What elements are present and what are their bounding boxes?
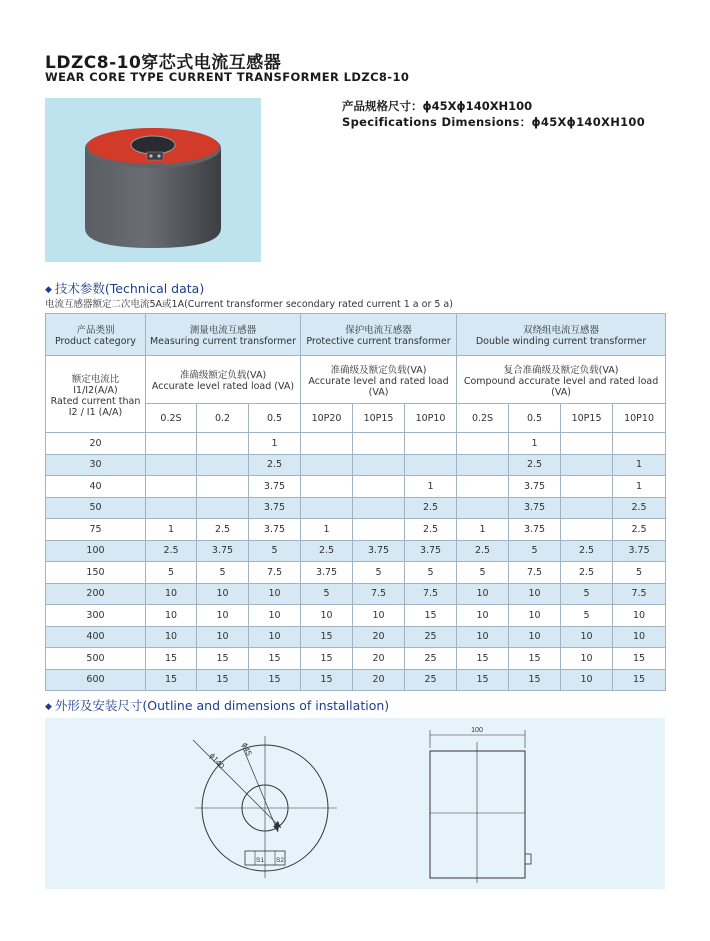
accuracy-class-cell: 0.5 <box>509 404 561 433</box>
load-cell: 10 <box>146 605 197 627</box>
load-cell: 15 <box>249 669 301 691</box>
load-cell <box>457 433 509 455</box>
load-cell: 15 <box>146 648 197 670</box>
load-cell: 20 <box>353 648 405 670</box>
load-cell: 2.5 <box>405 497 457 519</box>
protective-load-en: Accurate level and rated load (VA) <box>308 375 449 398</box>
load-cell: 2.5 <box>509 454 561 476</box>
load-cell: 15 <box>457 648 509 670</box>
terminal-s2-label: S2 <box>276 857 284 864</box>
load-cell: 7.5 <box>613 583 666 605</box>
ratio-cell: 50 <box>46 497 146 519</box>
accuracy-class-cell: 10P10 <box>613 404 666 433</box>
table-row <box>46 497 666 519</box>
load-cell <box>457 476 509 498</box>
load-cell <box>457 497 509 519</box>
load-cell: 15 <box>301 626 353 648</box>
load-cell: 1 <box>405 476 457 498</box>
spec-dimensions-cn: 产品规格尺寸：ϕ45Xϕ140XH100 <box>342 99 533 113</box>
load-cell: 2.5 <box>561 562 613 584</box>
product-photo <box>45 98 261 262</box>
load-cell: 5 <box>561 605 613 627</box>
outline-heading-text: 外形及安装尺寸(Outline and dimensions of installation) <box>54 698 390 713</box>
load-cell <box>146 497 197 519</box>
category-label-cn: 产品类别 <box>76 325 115 336</box>
protective-header <box>301 314 457 356</box>
load-cell: 3.75 <box>249 519 301 541</box>
load-cell: 3.75 <box>301 562 353 584</box>
load-cell <box>405 454 457 476</box>
load-cell: 2.5 <box>613 519 666 541</box>
load-cell <box>353 519 405 541</box>
compound-load-header <box>457 356 666 404</box>
load-cell <box>146 454 197 476</box>
load-cell: 2.5 <box>249 454 301 476</box>
protective-label-cn: 保护电流互感器 <box>345 325 412 336</box>
inner-diameter-label: ϕ45 <box>240 741 254 758</box>
table-row <box>46 605 666 627</box>
load-cell <box>146 476 197 498</box>
load-cell: 5 <box>405 562 457 584</box>
compound-load-en: Compound accurate level and rated load (VA) <box>463 375 659 398</box>
ratio-cell: 600 <box>46 669 146 691</box>
ratio-cell: 100 <box>46 540 146 562</box>
load-cell: 10 <box>249 605 301 627</box>
load-cell: 2.5 <box>146 540 197 562</box>
accuracy-class-cell: 10P15 <box>561 404 613 433</box>
load-cell: 7.5 <box>353 583 405 605</box>
load-cell <box>197 476 249 498</box>
table-row <box>46 562 666 584</box>
load-cell: 25 <box>405 669 457 691</box>
load-cell: 10 <box>249 626 301 648</box>
technical-data-table <box>45 313 666 691</box>
technical-note: 电流互感器额定二次电流5A或1A(Current transformer secondary rated current 1 a or 5 a) <box>45 299 453 310</box>
load-cell: 15 <box>301 648 353 670</box>
load-cell: 1 <box>613 454 666 476</box>
load-cell: 25 <box>405 626 457 648</box>
accuracy-class-cell: 0.2S <box>146 404 197 433</box>
load-cell: 15 <box>613 669 666 691</box>
ratio-label-en: Rated current than <box>50 395 141 407</box>
double-label-en: Double winding current transformer <box>475 336 647 347</box>
load-cell: 10 <box>249 583 301 605</box>
load-cell: 5 <box>301 583 353 605</box>
load-cell: 15 <box>509 648 561 670</box>
load-cell: 25 <box>405 648 457 670</box>
ratio-cell: 500 <box>46 648 146 670</box>
load-cell: 10 <box>613 626 666 648</box>
double-winding-header <box>457 314 666 356</box>
load-cell: 1 <box>146 519 197 541</box>
ratio-cell: 30 <box>46 454 146 476</box>
accurate-load-en: Accurate level rated load (VA) <box>151 381 295 392</box>
protective-label-en: Protective current transformer <box>306 336 451 347</box>
load-cell: 5 <box>509 540 561 562</box>
load-cell: 5 <box>561 583 613 605</box>
load-cell <box>457 454 509 476</box>
load-cell <box>301 433 353 455</box>
page-subtitle: WEAR CORE TYPE CURRENT TRANSFORMER LDZC8-10 <box>45 70 410 84</box>
outline-heading <box>45 696 389 714</box>
load-cell <box>561 497 613 519</box>
load-cell <box>353 497 405 519</box>
load-cell: 2.5 <box>457 540 509 562</box>
table-row <box>46 648 666 670</box>
load-cell <box>405 433 457 455</box>
table-header-row <box>46 314 666 356</box>
load-cell <box>146 433 197 455</box>
table-subheader-row <box>46 356 666 404</box>
table-row <box>46 519 666 541</box>
side-view <box>430 730 531 883</box>
load-cell: 5 <box>613 562 666 584</box>
load-cell: 10 <box>457 605 509 627</box>
load-cell <box>301 497 353 519</box>
load-cell: 10 <box>197 626 249 648</box>
load-cell: 5 <box>353 562 405 584</box>
ratio-cell: 40 <box>46 476 146 498</box>
ratio-cell: 20 <box>46 433 146 455</box>
double-label-cn: 双绕组电流互感器 <box>523 325 600 336</box>
terminal-s1-label: S1 <box>256 857 264 864</box>
ratio-cell: 200 <box>46 583 146 605</box>
load-cell: 3.75 <box>509 476 561 498</box>
load-cell: 1 <box>613 476 666 498</box>
load-cell: 3.75 <box>509 519 561 541</box>
load-cell <box>197 454 249 476</box>
load-cell: 2.5 <box>197 519 249 541</box>
load-cell <box>561 519 613 541</box>
load-cell: 2.5 <box>613 497 666 519</box>
load-cell <box>613 433 666 455</box>
bullet-icon: ◆ <box>45 702 52 712</box>
load-cell: 10 <box>457 626 509 648</box>
outline-drawing <box>45 718 665 889</box>
table-row <box>46 583 666 605</box>
accuracy-class-cell: 0.2 <box>197 404 249 433</box>
table-row <box>46 669 666 691</box>
load-cell: 10 <box>146 626 197 648</box>
protective-load-cn: 准确级及额定负载(VA) <box>330 364 427 376</box>
category-label-en: Product category <box>54 336 137 347</box>
load-cell: 20 <box>353 626 405 648</box>
load-cell: 20 <box>353 669 405 691</box>
load-cell: 5 <box>249 540 301 562</box>
load-cell: 15 <box>509 669 561 691</box>
load-cell: 15 <box>457 669 509 691</box>
load-cell: 15 <box>613 648 666 670</box>
accuracy-class-cell: 10P10 <box>405 404 457 433</box>
table-row <box>46 454 666 476</box>
bullet-icon: ◆ <box>45 285 52 295</box>
load-cell <box>197 497 249 519</box>
load-cell <box>353 433 405 455</box>
load-cell: 15 <box>197 648 249 670</box>
outer-diameter-label: ϕ140 <box>207 751 227 771</box>
load-cell: 10 <box>146 583 197 605</box>
ratio-label-en2: I2 / I1 (A/A) <box>68 406 123 418</box>
load-cell: 10 <box>561 648 613 670</box>
load-cell: 1 <box>509 433 561 455</box>
load-cell: 10 <box>197 605 249 627</box>
load-cell: 15 <box>197 669 249 691</box>
load-cell: 7.5 <box>249 562 301 584</box>
load-cell <box>353 454 405 476</box>
load-cell: 10 <box>457 583 509 605</box>
ratio-unit: I1/I2(A/A) <box>73 384 118 396</box>
load-cell: 10 <box>509 626 561 648</box>
table-row <box>46 476 666 498</box>
compound-load-cn: 复合准确级及额定负载(VA) <box>503 364 619 376</box>
technical-heading <box>45 279 204 297</box>
load-cell: 2.5 <box>561 540 613 562</box>
load-cell: 3.75 <box>405 540 457 562</box>
load-cell: 10 <box>353 605 405 627</box>
ratio-cell: 75 <box>46 519 146 541</box>
load-cell: 15 <box>249 648 301 670</box>
load-cell <box>197 433 249 455</box>
technical-heading-text: 技术参数(Technical data) <box>54 281 205 296</box>
width-dimension-label: 100 <box>471 727 483 734</box>
page-title: LDZC8-10穿芯式电流互感器 <box>45 53 282 73</box>
load-cell <box>301 476 353 498</box>
load-cell: 3.75 <box>353 540 405 562</box>
measuring-label-cn: 测量电流互感器 <box>189 325 257 336</box>
table-row <box>46 540 666 562</box>
load-cell: 2.5 <box>301 540 353 562</box>
load-cell: 3.75 <box>249 497 301 519</box>
load-cell: 10 <box>561 626 613 648</box>
measuring-label-en: Measuring current transformer <box>149 336 297 347</box>
load-cell: 10 <box>301 605 353 627</box>
load-cell: 1 <box>301 519 353 541</box>
category-header <box>46 314 146 356</box>
load-cell: 10 <box>613 605 666 627</box>
table-row <box>46 626 666 648</box>
load-cell: 5 <box>146 562 197 584</box>
protective-load-header <box>301 356 457 404</box>
table-row <box>46 433 666 455</box>
accuracy-class-cell: 0.2S <box>457 404 509 433</box>
accurate-load-cn: 准确级额定负载(VA) <box>179 370 267 381</box>
load-cell: 2.5 <box>405 519 457 541</box>
load-cell <box>561 476 613 498</box>
load-cell <box>353 476 405 498</box>
ratio-cell: 400 <box>46 626 146 648</box>
load-cell: 3.75 <box>509 497 561 519</box>
load-cell: 15 <box>405 605 457 627</box>
load-cell: 15 <box>146 669 197 691</box>
load-cell <box>561 454 613 476</box>
accuracy-class-cell: 10P20 <box>301 404 353 433</box>
measuring-header <box>146 314 301 356</box>
ratio-label-cn: 额定电流比 <box>71 373 120 385</box>
spec-dimensions-en: Specifications Dimensions：ϕ45Xϕ140XH100 <box>342 115 646 129</box>
load-cell: 15 <box>301 669 353 691</box>
accuracy-class-cell: 10P15 <box>353 404 405 433</box>
load-cell: 3.75 <box>613 540 666 562</box>
load-cell: 1 <box>249 433 301 455</box>
load-cell: 5 <box>197 562 249 584</box>
load-cell: 7.5 <box>509 562 561 584</box>
accurate-load-header <box>146 356 301 404</box>
load-cell <box>301 454 353 476</box>
load-cell: 1 <box>457 519 509 541</box>
load-cell: 10 <box>509 605 561 627</box>
ratio-header <box>46 356 146 433</box>
accuracy-class-cell: 0.5 <box>249 404 301 433</box>
load-cell: 10 <box>509 583 561 605</box>
ratio-cell: 300 <box>46 605 146 627</box>
load-cell: 7.5 <box>405 583 457 605</box>
load-cell: 3.75 <box>249 476 301 498</box>
ratio-cell: 150 <box>46 562 146 584</box>
load-cell: 5 <box>457 562 509 584</box>
load-cell <box>561 433 613 455</box>
load-cell: 10 <box>197 583 249 605</box>
load-cell: 3.75 <box>197 540 249 562</box>
load-cell: 10 <box>561 669 613 691</box>
